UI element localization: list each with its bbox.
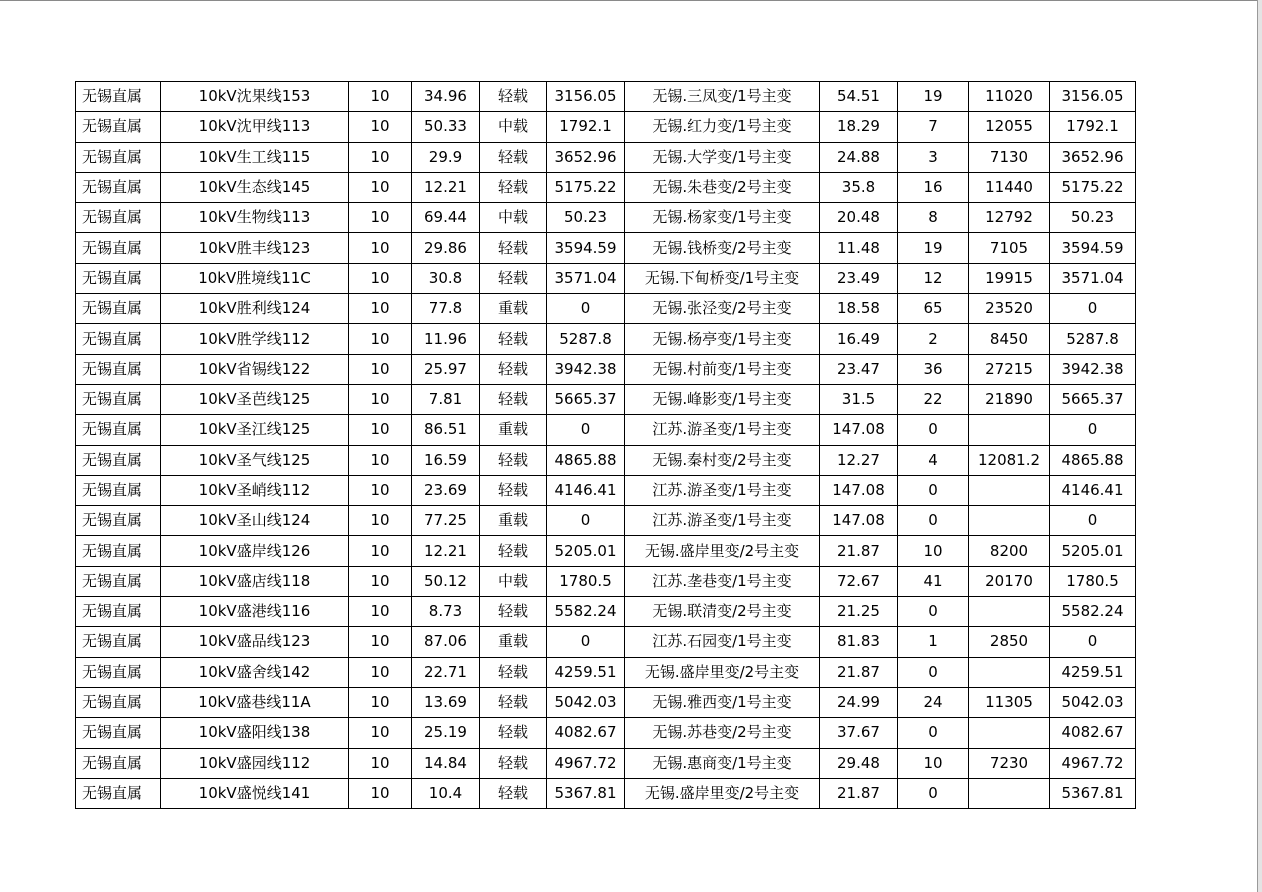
transformer-load-rate-cell: 12.27 bbox=[820, 445, 898, 475]
line-name-cell: 10kV圣气线125 bbox=[161, 445, 349, 475]
available-capacity-cell: 4967.72 bbox=[547, 748, 625, 778]
table-row bbox=[76, 172, 1136, 202]
load-rate-cell: 29.9 bbox=[412, 142, 480, 172]
remaining-capacity-cell: 4967.72 bbox=[1050, 748, 1136, 778]
voltage-cell: 10 bbox=[349, 112, 412, 142]
unit-cell: 无锡直属 bbox=[76, 142, 161, 172]
unit-cell: 无锡直属 bbox=[76, 112, 161, 142]
load-status-cell: 轻载 bbox=[480, 324, 547, 354]
available-capacity-cell: 4259.51 bbox=[547, 657, 625, 687]
transformer-load-rate-cell: 23.47 bbox=[820, 354, 898, 384]
transformer-cell: 无锡.红力变/1号主变 bbox=[625, 112, 820, 142]
load-status-cell: 重载 bbox=[480, 294, 547, 324]
remaining-capacity-cell: 3942.38 bbox=[1050, 354, 1136, 384]
transformer-cell: 江苏.石园变/1号主变 bbox=[625, 627, 820, 657]
voltage-cell: 10 bbox=[349, 536, 412, 566]
load-rate-cell: 14.84 bbox=[412, 748, 480, 778]
transformer-cell: 江苏.游圣变/1号主变 bbox=[625, 415, 820, 445]
voltage-cell: 10 bbox=[349, 718, 412, 748]
table-row bbox=[76, 506, 1136, 536]
unit-cell: 无锡直属 bbox=[76, 506, 161, 536]
load-status-cell: 轻载 bbox=[480, 445, 547, 475]
voltage-cell: 10 bbox=[349, 475, 412, 505]
table-row bbox=[76, 263, 1136, 293]
line-name-cell: 10kV生物线113 bbox=[161, 203, 349, 233]
available-capacity-cell: 5205.01 bbox=[547, 536, 625, 566]
table-row bbox=[76, 566, 1136, 596]
line-name-cell: 10kV圣山线124 bbox=[161, 506, 349, 536]
transformer-cell: 江苏.游圣变/1号主变 bbox=[625, 506, 820, 536]
available-capacity-cell: 3594.59 bbox=[547, 233, 625, 263]
remaining-capacity-cell: 3571.04 bbox=[1050, 263, 1136, 293]
load-status-cell: 中载 bbox=[480, 203, 547, 233]
load-status-cell: 轻载 bbox=[480, 233, 547, 263]
table-row bbox=[76, 778, 1136, 808]
load-rate-cell: 16.59 bbox=[412, 445, 480, 475]
available-capacity-cell: 50.23 bbox=[547, 203, 625, 233]
voltage-cell: 10 bbox=[349, 657, 412, 687]
available-capacity-cell: 0 bbox=[547, 506, 625, 536]
count-cell: 1 bbox=[898, 627, 969, 657]
voltage-cell: 10 bbox=[349, 445, 412, 475]
remaining-capacity-cell: 3652.96 bbox=[1050, 142, 1136, 172]
capacity-cell: 12081.2 bbox=[969, 445, 1050, 475]
capacity-cell bbox=[969, 475, 1050, 505]
capacity-cell: 8200 bbox=[969, 536, 1050, 566]
available-capacity-cell: 1792.1 bbox=[547, 112, 625, 142]
remaining-capacity-cell: 0 bbox=[1050, 415, 1136, 445]
count-cell: 0 bbox=[898, 597, 969, 627]
line-name-cell: 10kV盛舍线142 bbox=[161, 657, 349, 687]
table-body bbox=[76, 82, 1136, 809]
count-cell: 0 bbox=[898, 475, 969, 505]
count-cell: 4 bbox=[898, 445, 969, 475]
transformer-cell: 江苏.垄巷变/1号主变 bbox=[625, 566, 820, 596]
capacity-cell: 7230 bbox=[969, 748, 1050, 778]
capacity-cell: 27215 bbox=[969, 354, 1050, 384]
remaining-capacity-cell: 5175.22 bbox=[1050, 172, 1136, 202]
load-status-cell: 轻载 bbox=[480, 475, 547, 505]
line-name-cell: 10kV圣芭线125 bbox=[161, 384, 349, 414]
line-name-cell: 10kV盛港线116 bbox=[161, 597, 349, 627]
available-capacity-cell: 5175.22 bbox=[547, 172, 625, 202]
transformer-cell: 无锡.三凤变/1号主变 bbox=[625, 82, 820, 112]
capacity-cell: 11440 bbox=[969, 172, 1050, 202]
unit-cell: 无锡直属 bbox=[76, 82, 161, 112]
page-right-edge bbox=[1257, 0, 1262, 892]
unit-cell: 无锡直属 bbox=[76, 294, 161, 324]
count-cell: 2 bbox=[898, 324, 969, 354]
load-rate-cell: 12.21 bbox=[412, 536, 480, 566]
transformer-load-rate-cell: 18.29 bbox=[820, 112, 898, 142]
line-name-cell: 10kV圣峭线112 bbox=[161, 475, 349, 505]
transformer-load-rate-cell: 21.87 bbox=[820, 657, 898, 687]
unit-cell: 无锡直属 bbox=[76, 445, 161, 475]
unit-cell: 无锡直属 bbox=[76, 354, 161, 384]
transformer-load-rate-cell: 24.88 bbox=[820, 142, 898, 172]
transformer-cell: 无锡.峰影变/1号主变 bbox=[625, 384, 820, 414]
remaining-capacity-cell: 4082.67 bbox=[1050, 718, 1136, 748]
line-name-cell: 10kV沈甲线113 bbox=[161, 112, 349, 142]
voltage-cell: 10 bbox=[349, 415, 412, 445]
transformer-cell: 无锡.盛岸里变/2号主变 bbox=[625, 657, 820, 687]
capacity-cell bbox=[969, 718, 1050, 748]
transformer-load-rate-cell: 54.51 bbox=[820, 82, 898, 112]
remaining-capacity-cell: 0 bbox=[1050, 294, 1136, 324]
voltage-cell: 10 bbox=[349, 748, 412, 778]
voltage-cell: 10 bbox=[349, 566, 412, 596]
capacity-cell: 21890 bbox=[969, 384, 1050, 414]
available-capacity-cell: 5367.81 bbox=[547, 778, 625, 808]
load-rate-cell: 50.33 bbox=[412, 112, 480, 142]
voltage-cell: 10 bbox=[349, 324, 412, 354]
count-cell: 19 bbox=[898, 82, 969, 112]
voltage-cell: 10 bbox=[349, 687, 412, 717]
transformer-cell: 无锡.联清变/2号主变 bbox=[625, 597, 820, 627]
transformer-load-rate-cell: 81.83 bbox=[820, 627, 898, 657]
capacity-cell: 19915 bbox=[969, 263, 1050, 293]
table-row bbox=[76, 748, 1136, 778]
load-status-cell: 轻载 bbox=[480, 687, 547, 717]
load-status-cell: 轻载 bbox=[480, 263, 547, 293]
load-rate-cell: 12.21 bbox=[412, 172, 480, 202]
unit-cell: 无锡直属 bbox=[76, 627, 161, 657]
remaining-capacity-cell: 3156.05 bbox=[1050, 82, 1136, 112]
count-cell: 10 bbox=[898, 748, 969, 778]
transformer-load-rate-cell: 23.49 bbox=[820, 263, 898, 293]
load-rate-cell: 86.51 bbox=[412, 415, 480, 445]
remaining-capacity-cell: 4865.88 bbox=[1050, 445, 1136, 475]
voltage-cell: 10 bbox=[349, 142, 412, 172]
capacity-cell: 7130 bbox=[969, 142, 1050, 172]
available-capacity-cell: 5287.8 bbox=[547, 324, 625, 354]
load-rate-cell: 10.4 bbox=[412, 778, 480, 808]
table-row bbox=[76, 82, 1136, 112]
capacity-cell bbox=[969, 415, 1050, 445]
transformer-load-rate-cell: 21.87 bbox=[820, 536, 898, 566]
transformer-cell: 无锡.村前变/1号主变 bbox=[625, 354, 820, 384]
transformer-load-rate-cell: 35.8 bbox=[820, 172, 898, 202]
available-capacity-cell: 0 bbox=[547, 415, 625, 445]
available-capacity-cell: 0 bbox=[547, 627, 625, 657]
load-rate-cell: 29.86 bbox=[412, 233, 480, 263]
remaining-capacity-cell: 4146.41 bbox=[1050, 475, 1136, 505]
voltage-cell: 10 bbox=[349, 233, 412, 263]
voltage-cell: 10 bbox=[349, 384, 412, 414]
available-capacity-cell: 0 bbox=[547, 294, 625, 324]
table-row bbox=[76, 354, 1136, 384]
unit-cell: 无锡直属 bbox=[76, 597, 161, 627]
remaining-capacity-cell: 5367.81 bbox=[1050, 778, 1136, 808]
available-capacity-cell: 4865.88 bbox=[547, 445, 625, 475]
table-row bbox=[76, 536, 1136, 566]
load-rate-cell: 87.06 bbox=[412, 627, 480, 657]
transformer-cell: 无锡.大学变/1号主变 bbox=[625, 142, 820, 172]
load-rate-cell: 69.44 bbox=[412, 203, 480, 233]
remaining-capacity-cell: 4259.51 bbox=[1050, 657, 1136, 687]
count-cell: 24 bbox=[898, 687, 969, 717]
available-capacity-cell: 1780.5 bbox=[547, 566, 625, 596]
table-row bbox=[76, 142, 1136, 172]
unit-cell: 无锡直属 bbox=[76, 233, 161, 263]
available-capacity-cell: 3652.96 bbox=[547, 142, 625, 172]
count-cell: 10 bbox=[898, 536, 969, 566]
voltage-cell: 10 bbox=[349, 203, 412, 233]
count-cell: 7 bbox=[898, 112, 969, 142]
capacity-cell: 11305 bbox=[969, 687, 1050, 717]
load-rate-cell: 50.12 bbox=[412, 566, 480, 596]
load-status-cell: 轻载 bbox=[480, 384, 547, 414]
page-top-border bbox=[0, 0, 1262, 1]
line-name-cell: 10kV沈果线153 bbox=[161, 82, 349, 112]
transformer-cell: 无锡.朱巷变/2号主变 bbox=[625, 172, 820, 202]
load-status-cell: 轻载 bbox=[480, 536, 547, 566]
line-name-cell: 10kV盛园线112 bbox=[161, 748, 349, 778]
line-name-cell: 10kV胜丰线123 bbox=[161, 233, 349, 263]
capacity-cell: 8450 bbox=[969, 324, 1050, 354]
transformer-load-rate-cell: 24.99 bbox=[820, 687, 898, 717]
count-cell: 8 bbox=[898, 203, 969, 233]
available-capacity-cell: 3571.04 bbox=[547, 263, 625, 293]
table-row bbox=[76, 324, 1136, 354]
load-rate-cell: 22.71 bbox=[412, 657, 480, 687]
load-rate-cell: 77.8 bbox=[412, 294, 480, 324]
load-status-cell: 中载 bbox=[480, 112, 547, 142]
voltage-cell: 10 bbox=[349, 82, 412, 112]
table-row bbox=[76, 415, 1136, 445]
transformer-cell: 江苏.游圣变/1号主变 bbox=[625, 475, 820, 505]
count-cell: 0 bbox=[898, 778, 969, 808]
available-capacity-cell: 5582.24 bbox=[547, 597, 625, 627]
voltage-cell: 10 bbox=[349, 778, 412, 808]
available-capacity-cell: 3942.38 bbox=[547, 354, 625, 384]
table-row bbox=[76, 718, 1136, 748]
table-row bbox=[76, 627, 1136, 657]
count-cell: 12 bbox=[898, 263, 969, 293]
load-rate-cell: 8.73 bbox=[412, 597, 480, 627]
unit-cell: 无锡直属 bbox=[76, 778, 161, 808]
transformer-load-rate-cell: 147.08 bbox=[820, 415, 898, 445]
transformer-load-rate-cell: 11.48 bbox=[820, 233, 898, 263]
transformer-cell: 无锡.苏巷变/2号主变 bbox=[625, 718, 820, 748]
capacity-cell bbox=[969, 657, 1050, 687]
load-status-cell: 轻载 bbox=[480, 718, 547, 748]
transformer-load-rate-cell: 147.08 bbox=[820, 475, 898, 505]
remaining-capacity-cell: 1780.5 bbox=[1050, 566, 1136, 596]
table-row bbox=[76, 475, 1136, 505]
line-name-cell: 10kV胜境线11C bbox=[161, 263, 349, 293]
load-status-cell: 中载 bbox=[480, 566, 547, 596]
table-row bbox=[76, 657, 1136, 687]
remaining-capacity-cell: 0 bbox=[1050, 506, 1136, 536]
load-rate-cell: 34.96 bbox=[412, 82, 480, 112]
remaining-capacity-cell: 50.23 bbox=[1050, 203, 1136, 233]
load-rate-cell: 30.8 bbox=[412, 263, 480, 293]
capacity-cell bbox=[969, 778, 1050, 808]
line-name-cell: 10kV生工线115 bbox=[161, 142, 349, 172]
line-name-cell: 10kV盛岸线126 bbox=[161, 536, 349, 566]
unit-cell: 无锡直属 bbox=[76, 324, 161, 354]
capacity-cell: 7105 bbox=[969, 233, 1050, 263]
remaining-capacity-cell: 5042.03 bbox=[1050, 687, 1136, 717]
capacity-cell: 12055 bbox=[969, 112, 1050, 142]
load-rate-cell: 13.69 bbox=[412, 687, 480, 717]
transformer-cell: 无锡.秦村变/2号主变 bbox=[625, 445, 820, 475]
unit-cell: 无锡直属 bbox=[76, 475, 161, 505]
unit-cell: 无锡直属 bbox=[76, 657, 161, 687]
capacity-cell: 12792 bbox=[969, 203, 1050, 233]
table-row bbox=[76, 112, 1136, 142]
feeder-load-table bbox=[75, 81, 1136, 809]
unit-cell: 无锡直属 bbox=[76, 415, 161, 445]
load-status-cell: 轻载 bbox=[480, 778, 547, 808]
count-cell: 36 bbox=[898, 354, 969, 384]
table-row bbox=[76, 203, 1136, 233]
unit-cell: 无锡直属 bbox=[76, 566, 161, 596]
remaining-capacity-cell: 5665.37 bbox=[1050, 384, 1136, 414]
remaining-capacity-cell: 5582.24 bbox=[1050, 597, 1136, 627]
unit-cell: 无锡直属 bbox=[76, 748, 161, 778]
count-cell: 65 bbox=[898, 294, 969, 324]
count-cell: 41 bbox=[898, 566, 969, 596]
count-cell: 3 bbox=[898, 142, 969, 172]
count-cell: 0 bbox=[898, 718, 969, 748]
transformer-cell: 无锡.杨家变/1号主变 bbox=[625, 203, 820, 233]
count-cell: 19 bbox=[898, 233, 969, 263]
transformer-cell: 无锡.雅西变/1号主变 bbox=[625, 687, 820, 717]
transformer-load-rate-cell: 31.5 bbox=[820, 384, 898, 414]
unit-cell: 无锡直属 bbox=[76, 263, 161, 293]
transformer-load-rate-cell: 21.87 bbox=[820, 778, 898, 808]
voltage-cell: 10 bbox=[349, 627, 412, 657]
available-capacity-cell: 4082.67 bbox=[547, 718, 625, 748]
transformer-load-rate-cell: 21.25 bbox=[820, 597, 898, 627]
load-status-cell: 重载 bbox=[480, 506, 547, 536]
line-name-cell: 10kV盛店线118 bbox=[161, 566, 349, 596]
remaining-capacity-cell: 5287.8 bbox=[1050, 324, 1136, 354]
remaining-capacity-cell: 3594.59 bbox=[1050, 233, 1136, 263]
load-rate-cell: 77.25 bbox=[412, 506, 480, 536]
capacity-cell bbox=[969, 506, 1050, 536]
table-row bbox=[76, 687, 1136, 717]
transformer-cell: 无锡.惠商变/1号主变 bbox=[625, 748, 820, 778]
transformer-cell: 无锡.下甸桥变/1号主变 bbox=[625, 263, 820, 293]
table-row bbox=[76, 445, 1136, 475]
voltage-cell: 10 bbox=[349, 597, 412, 627]
transformer-load-rate-cell: 29.48 bbox=[820, 748, 898, 778]
load-rate-cell: 23.69 bbox=[412, 475, 480, 505]
transformer-load-rate-cell: 20.48 bbox=[820, 203, 898, 233]
available-capacity-cell: 4146.41 bbox=[547, 475, 625, 505]
load-status-cell: 轻载 bbox=[480, 748, 547, 778]
unit-cell: 无锡直属 bbox=[76, 536, 161, 566]
load-status-cell: 轻载 bbox=[480, 172, 547, 202]
table-row bbox=[76, 233, 1136, 263]
load-status-cell: 轻载 bbox=[480, 657, 547, 687]
line-name-cell: 10kV省锡线122 bbox=[161, 354, 349, 384]
transformer-load-rate-cell: 16.49 bbox=[820, 324, 898, 354]
unit-cell: 无锡直属 bbox=[76, 718, 161, 748]
transformer-cell: 无锡.盛岸里变/2号主变 bbox=[625, 536, 820, 566]
transformer-load-rate-cell: 147.08 bbox=[820, 506, 898, 536]
voltage-cell: 10 bbox=[349, 172, 412, 202]
unit-cell: 无锡直属 bbox=[76, 384, 161, 414]
transformer-cell: 无锡.盛岸里变/2号主变 bbox=[625, 778, 820, 808]
available-capacity-cell: 3156.05 bbox=[547, 82, 625, 112]
remaining-capacity-cell: 0 bbox=[1050, 627, 1136, 657]
load-status-cell: 轻载 bbox=[480, 82, 547, 112]
line-name-cell: 10kV胜学线112 bbox=[161, 324, 349, 354]
capacity-cell: 11020 bbox=[969, 82, 1050, 112]
line-name-cell: 10kV胜利线124 bbox=[161, 294, 349, 324]
load-status-cell: 重载 bbox=[480, 415, 547, 445]
count-cell: 0 bbox=[898, 657, 969, 687]
count-cell: 22 bbox=[898, 384, 969, 414]
unit-cell: 无锡直属 bbox=[76, 687, 161, 717]
capacity-cell: 2850 bbox=[969, 627, 1050, 657]
transformer-load-rate-cell: 37.67 bbox=[820, 718, 898, 748]
load-status-cell: 轻载 bbox=[480, 597, 547, 627]
capacity-cell bbox=[969, 597, 1050, 627]
table-row bbox=[76, 597, 1136, 627]
transformer-load-rate-cell: 18.58 bbox=[820, 294, 898, 324]
voltage-cell: 10 bbox=[349, 294, 412, 324]
remaining-capacity-cell: 1792.1 bbox=[1050, 112, 1136, 142]
line-name-cell: 10kV盛品线123 bbox=[161, 627, 349, 657]
transformer-load-rate-cell: 72.67 bbox=[820, 566, 898, 596]
count-cell: 0 bbox=[898, 506, 969, 536]
transformer-cell: 无锡.张泾变/2号主变 bbox=[625, 294, 820, 324]
voltage-cell: 10 bbox=[349, 354, 412, 384]
line-name-cell: 10kV盛悦线141 bbox=[161, 778, 349, 808]
load-rate-cell: 25.19 bbox=[412, 718, 480, 748]
load-rate-cell: 7.81 bbox=[412, 384, 480, 414]
available-capacity-cell: 5042.03 bbox=[547, 687, 625, 717]
count-cell: 0 bbox=[898, 415, 969, 445]
table-row bbox=[76, 294, 1136, 324]
load-rate-cell: 11.96 bbox=[412, 324, 480, 354]
count-cell: 16 bbox=[898, 172, 969, 202]
line-name-cell: 10kV生态线145 bbox=[161, 172, 349, 202]
load-status-cell: 重载 bbox=[480, 627, 547, 657]
line-name-cell: 10kV盛巷线11A bbox=[161, 687, 349, 717]
available-capacity-cell: 5665.37 bbox=[547, 384, 625, 414]
load-status-cell: 轻载 bbox=[480, 354, 547, 384]
line-name-cell: 10kV盛阳线138 bbox=[161, 718, 349, 748]
unit-cell: 无锡直属 bbox=[76, 172, 161, 202]
load-status-cell: 轻载 bbox=[480, 142, 547, 172]
voltage-cell: 10 bbox=[349, 506, 412, 536]
load-rate-cell: 25.97 bbox=[412, 354, 480, 384]
capacity-cell: 23520 bbox=[969, 294, 1050, 324]
unit-cell: 无锡直属 bbox=[76, 203, 161, 233]
line-name-cell: 10kV圣江线125 bbox=[161, 415, 349, 445]
transformer-cell: 无锡.杨亭变/1号主变 bbox=[625, 324, 820, 354]
remaining-capacity-cell: 5205.01 bbox=[1050, 536, 1136, 566]
transformer-cell: 无锡.钱桥变/2号主变 bbox=[625, 233, 820, 263]
capacity-cell: 20170 bbox=[969, 566, 1050, 596]
voltage-cell: 10 bbox=[349, 263, 412, 293]
table-row bbox=[76, 384, 1136, 414]
